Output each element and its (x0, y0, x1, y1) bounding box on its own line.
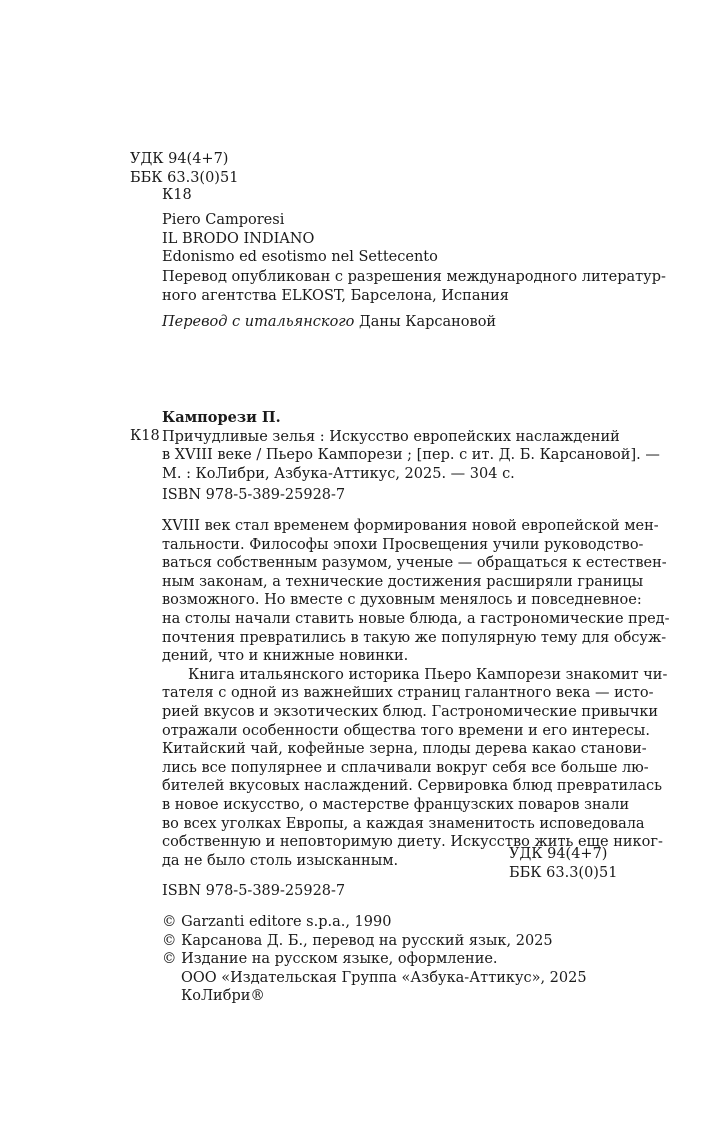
annotation-line: возможного. Но вместе с духовным менялось и повседневное: (162, 592, 642, 609)
record-line: в XVIII веке / Пьеро Кампорези ; [пер. с ит. Д. Б. Карсановой]. — (162, 447, 660, 464)
annotation-line: отражали особенности общества того времени и его интересы. (162, 722, 650, 739)
udk-code: УДК 94(4+7) (509, 846, 608, 862)
record-author: Кампорези П. (162, 409, 281, 426)
annotation-line: Книга итальянского историка Пьеро Кампорези знакомит чи- (188, 666, 668, 683)
record-mark: К18 (130, 428, 160, 444)
annotation-line: Китайский чай, кофейные зерна, плоды дерева какао станови- (162, 741, 647, 758)
permission-line: ного агентства ELKOST, Барселона, Испания (162, 287, 509, 304)
annotation-line: тателя с одной из важнейших страниц галантного века — исто- (162, 685, 654, 702)
annotation (162, 517, 670, 870)
original-edition-info (162, 211, 438, 267)
translator-prefix: Перевод с итальянского (162, 314, 355, 330)
copyright-line: © Garzanti editore s.p.a., 1990 (162, 914, 392, 930)
original-subtitle: Edonismo ed esotismo nel Settecento (162, 249, 438, 266)
annotation-line: в новое искусство, о мастерстве французских поваров знали (162, 796, 630, 813)
bbk-code: ББК 63.3(0)51 (130, 169, 239, 186)
record-line: Причудливые зелья : Искусство европейских наслаждений (162, 428, 620, 445)
author-mark: К18 (162, 187, 192, 203)
annotation-line: почтения превратились в такую же популярную тему для обсуж- (162, 629, 667, 646)
publisher-line: ООО «Издательская Группа «Азбука-Аттикус», 2025 (181, 969, 587, 986)
original-author: Piero Camporesi (162, 212, 285, 228)
annotation-line: ным законам, а технические достижения расширяли границы (162, 573, 644, 590)
annotation-line: бителей вкусовых наслаждений. Сервировка блюд превратилась (162, 778, 663, 795)
annotation-line: да не было столь изысканным. (162, 852, 399, 869)
annotation-line: ваться собственным разумом, ученые — обращаться к естествен- (162, 555, 667, 572)
udk-code: УДК 94(4+7) (130, 151, 229, 167)
annotation-line: рией вкусов и экзотических блюд. Гастрономические привычки (162, 703, 659, 720)
annotation-line: во всех уголках Европы, а каждая знаменитость исповедовала (162, 815, 645, 832)
udk-bbk-header (130, 150, 238, 187)
copyright-line: © Карсанова Д. Б., перевод на русский язык, 2025 (162, 932, 553, 949)
isbn: ISBN 978-5-389-25928-7 (162, 487, 346, 503)
translator-credit (162, 313, 496, 332)
copyright-block (162, 913, 587, 1006)
permission-line: Перевод опубликован с разрешения международного литератур- (162, 269, 666, 285)
original-title: IL BRODO INDIANO (162, 230, 315, 247)
permission-notice (162, 268, 666, 305)
udk-bbk-footer (509, 845, 617, 882)
annotation-line: тальности. Философы эпохи Просвещения учили руководство- (162, 536, 644, 553)
annotation-line: собственную и неповторимую диету. Искусство жить еще никог- (162, 834, 663, 851)
copyright-line: © Издание на русском языке, оформление. (162, 951, 498, 968)
annotation-line: на столы начали ставить новые блюда, а гастрономические пред- (162, 610, 670, 627)
annotation-line: дений, что и книжные новинки. (162, 648, 409, 665)
translator-name: Даны Карсановой (354, 314, 497, 330)
bibliographic-record (162, 409, 660, 483)
annotation-line: XVIII век стал временем формирования новой европейской мен- (162, 518, 659, 534)
publisher-line: КоЛибри® (181, 988, 265, 1005)
record-line: М. : КоЛибри, Азбука-Аттикус, 2025. — 304 с. (162, 465, 515, 482)
isbn-footer: ISBN 978-5-389-25928-7 (162, 883, 346, 899)
bbk-code: ББК 63.3(0)51 (509, 864, 618, 881)
annotation-line: лись все популярнее и сплачивали вокруг себя все больше лю- (162, 759, 649, 776)
